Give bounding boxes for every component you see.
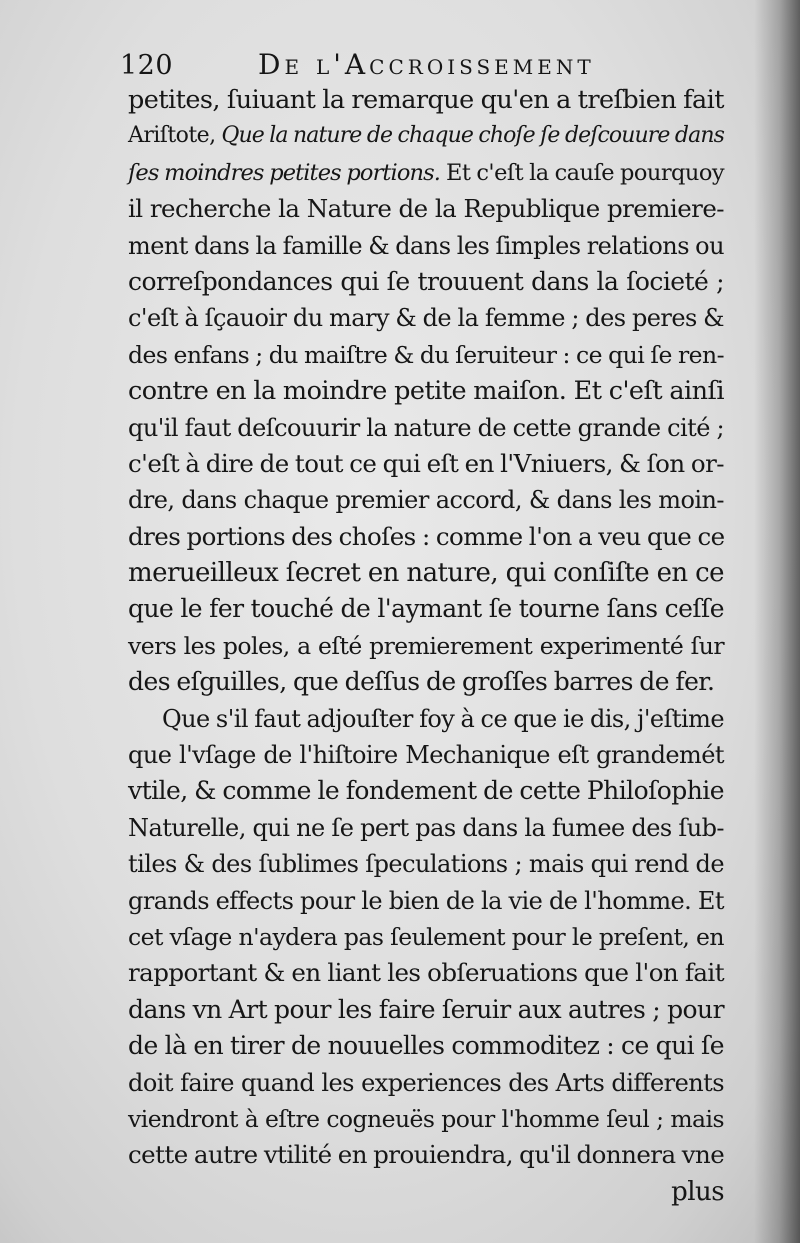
text-line: merueilleux ſecret en nature, qui conſiſte en ce [128,558,724,589]
text-line: il recherche la Nature de la Republique premiere- [128,194,724,224]
text-line: grands effects pour le bien de la vie de l'homme. Et [128,886,724,915]
text-segment: Ariſtote, [128,123,222,149]
text-line: Naturelle, qui ne ſe pert pas dans la fumee des ſub- [128,813,724,842]
text-line: contre en la moindre petite maiſon. Et c'eſt ainſi [128,376,724,407]
text-line: viendront à eſtre cogneuës pour l'homme ſeul ; mais [128,1104,724,1133]
text-line: ment dans la famille & dans les ſimples relations ou [128,231,724,260]
text-line: vtile, & comme le fondement de cette Philoſophie [128,776,724,806]
italic-quotation: Que la nature de chaque choſe ſe deſcouure dans [221,123,724,149]
text-line: que l'vſage de l'hiſtoire Mechanique eſt grandemét [128,741,724,770]
paragraph-first-line: Que s'il faut adjouſter foy à ce que ie dis, j'eſtime [162,704,724,733]
italic-quotation: ſes moindres petites portions. [128,159,440,186]
text-line: que le fer touché de l'aymant ſe tourne ſans ceſſe [128,594,724,624]
text-line: de là en tirer de nouuelles commoditez : ce qui ſe [128,1031,724,1061]
catchword: plus [671,1176,724,1207]
text-line: cette autre vtilité en prouiendra, qu'il donnera vne [128,1140,725,1170]
page-header [120,44,680,84]
text-line: des eſguilles, que deſſus de groſſes barres de fer. [128,667,715,697]
text-line [128,118,724,154]
binding-shadow [754,0,800,1243]
text-line: tiles & des ſublimes ſpeculations ; mais qui rend de [128,850,724,879]
text-line: c'eſt à dire de tout ce qui eſt en l'Vniuers, & ſon or- [128,448,724,478]
text-line: dre, dans chaque premier accord, & dans les moin- [128,486,724,515]
text-segment: Et c'eſt la cauſe pourquoy [440,159,724,186]
body-text [128,82,724,1210]
text-line: des enfans ; du maiſtre & du ſeruiteur : ce qui ſe ren- [128,340,724,369]
text-line: petites, ſuiuant la remarque qu'en a treſbien fait [128,85,724,115]
text-line: cet vſage n'aydera pas ſeulement pour le preſent, en [128,922,724,951]
text-line: qu'il faut deſcouurir la nature de cette grande cité ; [128,413,724,442]
text-line: vers les poles, a eſté premierement experimenté ſur [128,631,724,660]
running-title: De l'Accroissement [258,48,595,81]
text-line: correſpondances qui ſe trouuent dans la ſocieté ; [128,266,724,296]
text-line: dres portions des choſes : comme l'on a veu que ce [128,521,725,551]
text-line: rapportant & en liant les obſeruations que l'on fait [128,958,724,988]
text-line [128,155,724,191]
text-line: c'eſt à ſçauoir du mary & de la femme ; des peres & [128,304,724,333]
text-line: dans vn Art pour les faire ſeruir aux autres ; pour [128,994,724,1024]
page-number: 120 [120,50,174,81]
text-line: doit faire quand les experiences des Arts differents [128,1068,724,1097]
